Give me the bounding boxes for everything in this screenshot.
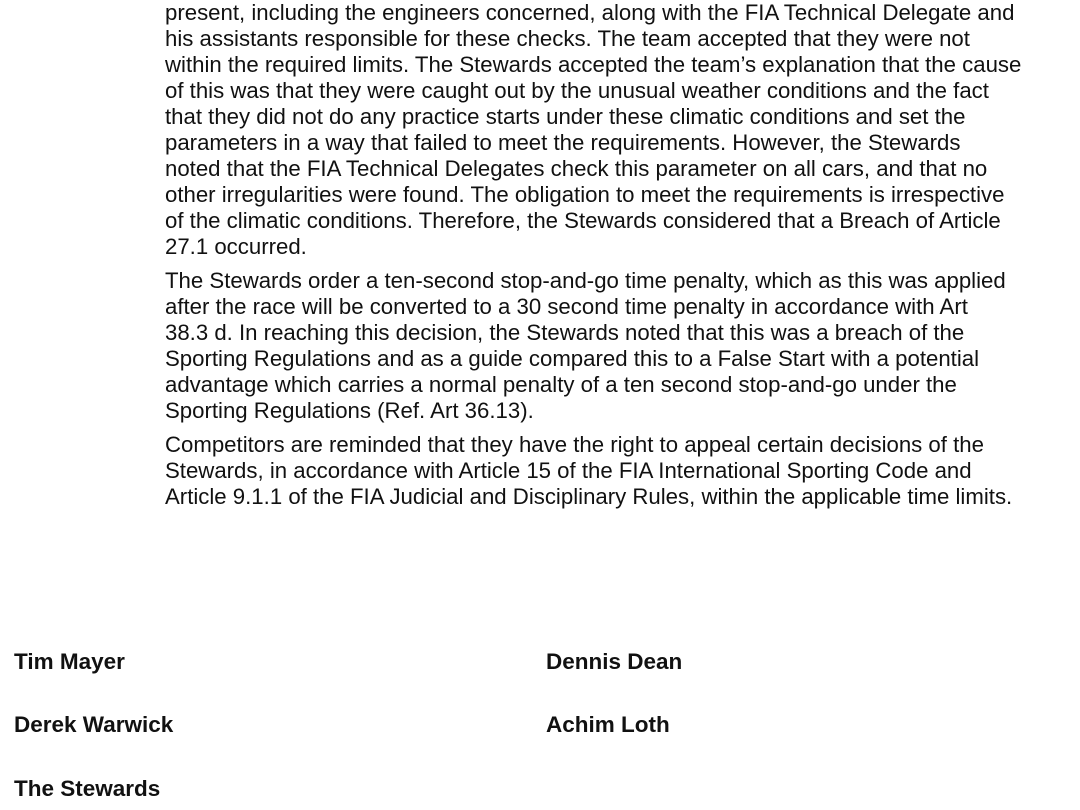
text-line: parameters in a way that failed to meet the requirements. However, the Stewards bbox=[165, 130, 961, 155]
text-line: Sporting Regulations (Ref. Art 36.13). bbox=[165, 398, 534, 423]
text-line: that they did not do any practice starts under these climatic conditions and set the bbox=[165, 104, 966, 129]
text-line: 27.1 occurred. bbox=[165, 234, 307, 259]
text-line: after the race will be converted to a 30 second time penalty in accordance with Art bbox=[165, 294, 968, 319]
text-line: his assistants responsible for these checks. The team accepted that they were not bbox=[165, 26, 970, 51]
text-line: of the climatic conditions. Therefore, the Stewards considered that a Breach of Article bbox=[165, 208, 1001, 233]
text-line: Competitors are reminded that they have the right to appeal certain decisions of the bbox=[165, 432, 984, 457]
signature-achim-loth: Achim Loth bbox=[546, 712, 670, 737]
text-line: Sporting Regulations and as a guide compared this to a False Start with a potential bbox=[165, 346, 980, 371]
text-line: Article 9.1.1 of the FIA Judicial and Disciplinary Rules, within the applicable time limits. bbox=[165, 484, 1013, 509]
paragraph-appeal-notice bbox=[165, 432, 1077, 510]
signature-tim-mayer: Tim Mayer bbox=[14, 649, 125, 674]
text-line: noted that the FIA Technical Delegates check this parameter on all cars, and that no bbox=[165, 156, 988, 181]
text-line: within the required limits. The Stewards accepted the team’s explanation that the cause bbox=[165, 52, 1022, 77]
signature-the-stewards: The Stewards bbox=[14, 776, 161, 801]
text-line: 38.3 d. In reaching this decision, the Stewards noted that this was a breach of the bbox=[165, 320, 965, 345]
decision-body bbox=[165, 0, 1077, 510]
text-line: advantage which carries a normal penalty of a ten second stop-and-go under the bbox=[165, 372, 957, 397]
paragraph-breach-finding bbox=[165, 0, 1077, 260]
text-line: The Stewards order a ten-second stop-and-go time penalty, which as this was applied bbox=[165, 268, 1006, 293]
paragraph-penalty bbox=[165, 268, 1077, 424]
text-line: Stewards, in accordance with Article 15 of the FIA International Sporting Code and bbox=[165, 458, 972, 483]
signature-dennis-dean: Dennis Dean bbox=[546, 649, 683, 674]
text-line: present, including the engineers concerned, along with the FIA Technical Delegate and bbox=[165, 0, 1015, 25]
signature-derek-warwick: Derek Warwick bbox=[14, 712, 174, 737]
text-line: of this was that they were caught out by the unusual weather conditions and the fact bbox=[165, 78, 989, 103]
text-line: other irregularities were found. The obligation to meet the requirements is irrespective bbox=[165, 182, 1005, 207]
